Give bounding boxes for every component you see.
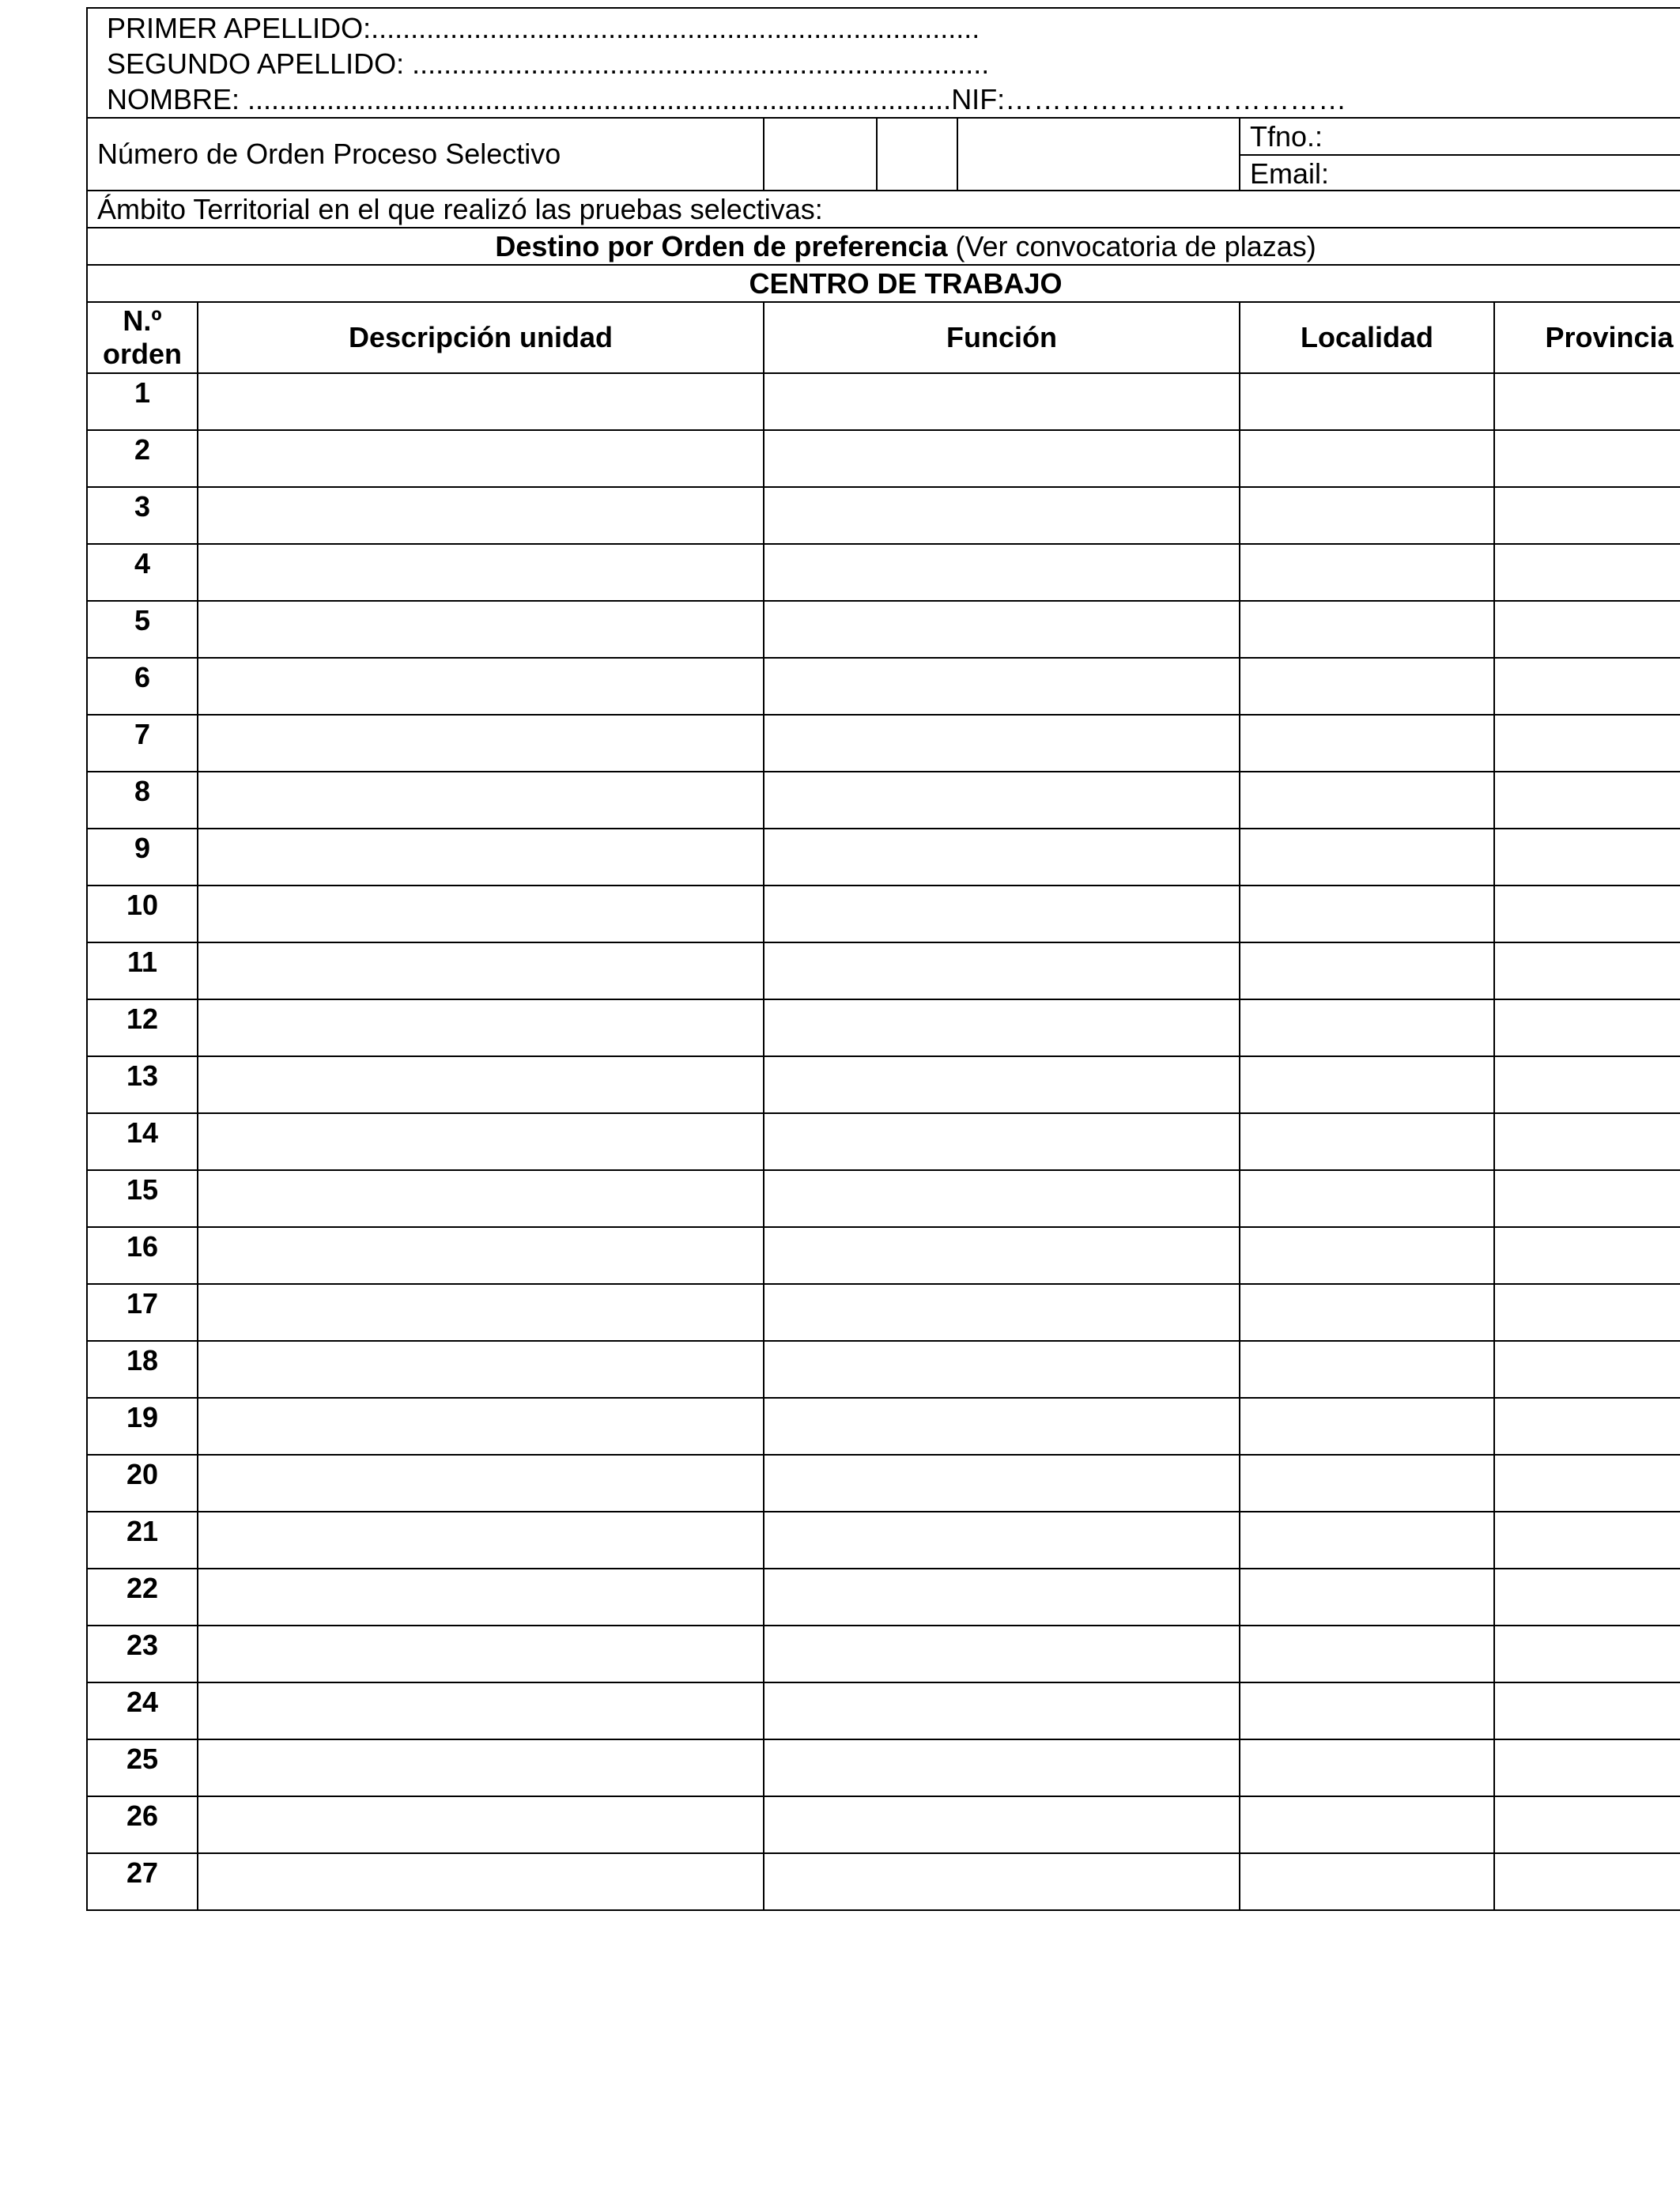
row-number: 8 bbox=[87, 772, 198, 829]
localidad-cell[interactable] bbox=[1240, 1796, 1494, 1853]
descripcion-column-header: Descripción unidad bbox=[198, 302, 764, 373]
localidad-cell[interactable] bbox=[1240, 1853, 1494, 1910]
descripcion-cell[interactable] bbox=[198, 1284, 764, 1341]
provincia-cell[interactable] bbox=[1494, 1512, 1680, 1569]
row-number: 14 bbox=[87, 1113, 198, 1170]
table-row bbox=[87, 430, 1680, 487]
descripcion-cell[interactable] bbox=[198, 430, 764, 487]
row-number: 16 bbox=[87, 1227, 198, 1284]
descripcion-cell[interactable] bbox=[198, 1341, 764, 1398]
provincia-cell[interactable] bbox=[1494, 1341, 1680, 1398]
row-number: 12 bbox=[87, 999, 198, 1056]
numero-orden-box-1[interactable] bbox=[764, 118, 877, 191]
table-row bbox=[87, 715, 1680, 772]
funcion-cell[interactable] bbox=[764, 715, 1240, 772]
funcion-cell[interactable] bbox=[764, 1853, 1240, 1910]
descripcion-cell[interactable] bbox=[198, 1056, 764, 1113]
row-number: 20 bbox=[87, 1455, 198, 1512]
funcion-cell[interactable] bbox=[764, 1569, 1240, 1626]
funcion-cell[interactable] bbox=[764, 1455, 1240, 1512]
descripcion-cell[interactable] bbox=[198, 1739, 764, 1796]
descripcion-cell[interactable] bbox=[198, 1569, 764, 1626]
table-row bbox=[87, 601, 1680, 658]
funcion-cell[interactable] bbox=[764, 1170, 1240, 1227]
table-row bbox=[87, 1796, 1680, 1853]
provincia-cell[interactable] bbox=[1494, 1227, 1680, 1284]
centro-row bbox=[87, 265, 1680, 302]
table-row bbox=[87, 1056, 1680, 1113]
destino-note-text: (Ver convocatoria de plazas) bbox=[955, 230, 1316, 262]
row-number: 26 bbox=[87, 1796, 198, 1853]
row-number: 9 bbox=[87, 829, 198, 886]
provincia-cell[interactable] bbox=[1494, 601, 1680, 658]
provincia-cell[interactable] bbox=[1494, 999, 1680, 1056]
primer-apellido-field[interactable]: PRIMER APELLIDO:............................................................................. bbox=[107, 12, 980, 44]
provincia-cell[interactable] bbox=[1494, 544, 1680, 601]
localidad-cell[interactable] bbox=[1240, 1170, 1494, 1227]
table-row bbox=[87, 1227, 1680, 1284]
localidad-cell[interactable] bbox=[1240, 1739, 1494, 1796]
tfno-field[interactable]: Tfno.: bbox=[1250, 120, 1323, 153]
table-row bbox=[87, 1569, 1680, 1626]
preference-rows bbox=[87, 373, 1680, 1910]
localidad-cell[interactable] bbox=[1240, 1113, 1494, 1170]
descripcion-cell[interactable] bbox=[198, 1455, 764, 1512]
provincia-cell[interactable] bbox=[1494, 430, 1680, 487]
table-row bbox=[87, 544, 1680, 601]
funcion-cell[interactable] bbox=[764, 772, 1240, 829]
localidad-cell[interactable] bbox=[1240, 886, 1494, 942]
provincia-cell[interactable] bbox=[1494, 1682, 1680, 1739]
table-row bbox=[87, 1626, 1680, 1682]
row-number: 10 bbox=[87, 886, 198, 942]
descripcion-cell[interactable] bbox=[198, 1796, 764, 1853]
descripcion-cell[interactable] bbox=[198, 544, 764, 601]
localidad-cell[interactable] bbox=[1240, 1284, 1494, 1341]
provincia-cell[interactable] bbox=[1494, 715, 1680, 772]
funcion-cell[interactable] bbox=[764, 1113, 1240, 1170]
ambito-field[interactable]: Ámbito Territorial en el que realizó las pruebas selectivas: bbox=[87, 191, 1680, 228]
provincia-cell[interactable] bbox=[1494, 1569, 1680, 1626]
table-row bbox=[87, 658, 1680, 715]
nombre-nif-field[interactable]: NOMBRE: .........................................................................................NIF:……………………………… bbox=[107, 83, 1347, 115]
funcion-cell[interactable] bbox=[764, 1056, 1240, 1113]
localidad-cell[interactable] bbox=[1240, 942, 1494, 999]
row-number: 4 bbox=[87, 544, 198, 601]
segundo-apellido-field[interactable]: SEGUNDO APELLIDO: ......................................................................... bbox=[107, 47, 990, 80]
funcion-cell[interactable] bbox=[764, 544, 1240, 601]
descripcion-cell[interactable] bbox=[198, 487, 764, 544]
funcion-cell[interactable] bbox=[764, 1398, 1240, 1455]
row-number: 22 bbox=[87, 1569, 198, 1626]
descripcion-cell[interactable] bbox=[198, 1626, 764, 1682]
provincia-cell[interactable] bbox=[1494, 373, 1680, 430]
descripcion-cell[interactable] bbox=[198, 1682, 764, 1739]
table-row bbox=[87, 1739, 1680, 1796]
descripcion-cell[interactable] bbox=[198, 1512, 764, 1569]
funcion-cell[interactable] bbox=[764, 601, 1240, 658]
funcion-cell[interactable] bbox=[764, 829, 1240, 886]
funcion-cell[interactable] bbox=[764, 1626, 1240, 1682]
provincia-cell[interactable] bbox=[1494, 1796, 1680, 1853]
localidad-cell[interactable] bbox=[1240, 430, 1494, 487]
table-row bbox=[87, 1512, 1680, 1569]
funcion-cell[interactable] bbox=[764, 942, 1240, 999]
localidad-cell[interactable] bbox=[1240, 1455, 1494, 1512]
row-number: 11 bbox=[87, 942, 198, 999]
row-number: 25 bbox=[87, 1739, 198, 1796]
table-row bbox=[87, 1455, 1680, 1512]
funcion-cell[interactable] bbox=[764, 1284, 1240, 1341]
provincia-cell[interactable] bbox=[1494, 1113, 1680, 1170]
provincia-cell[interactable] bbox=[1494, 942, 1680, 999]
funcion-column-header: Función bbox=[764, 302, 1240, 373]
orden-header-line1: N.º bbox=[123, 304, 162, 337]
destino-heading bbox=[87, 228, 1680, 265]
descripcion-cell[interactable] bbox=[198, 1113, 764, 1170]
provincia-cell[interactable] bbox=[1494, 487, 1680, 544]
provincia-cell[interactable] bbox=[1494, 829, 1680, 886]
localidad-cell[interactable] bbox=[1240, 601, 1494, 658]
row-number: 18 bbox=[87, 1341, 198, 1398]
table-row bbox=[87, 772, 1680, 829]
descripcion-cell[interactable] bbox=[198, 772, 764, 829]
descripcion-cell[interactable] bbox=[198, 1853, 764, 1910]
localidad-cell[interactable] bbox=[1240, 373, 1494, 430]
descripcion-cell[interactable] bbox=[198, 999, 764, 1056]
provincia-cell[interactable] bbox=[1494, 772, 1680, 829]
row-number: 24 bbox=[87, 1682, 198, 1739]
row-number: 23 bbox=[87, 1626, 198, 1682]
descripcion-cell[interactable] bbox=[198, 1227, 764, 1284]
provincia-cell[interactable] bbox=[1494, 1455, 1680, 1512]
table-row bbox=[87, 1170, 1680, 1227]
descripcion-cell[interactable] bbox=[198, 1170, 764, 1227]
table-row bbox=[87, 942, 1680, 999]
descripcion-cell[interactable] bbox=[198, 715, 764, 772]
localidad-cell[interactable] bbox=[1240, 1341, 1494, 1398]
descripcion-cell[interactable] bbox=[198, 1398, 764, 1455]
row-number: 3 bbox=[87, 487, 198, 544]
localidad-cell[interactable] bbox=[1240, 544, 1494, 601]
localidad-cell[interactable] bbox=[1240, 1626, 1494, 1682]
funcion-cell[interactable] bbox=[764, 1796, 1240, 1853]
localidad-column-header: Localidad bbox=[1240, 302, 1494, 373]
localidad-cell[interactable] bbox=[1240, 829, 1494, 886]
provincia-column-header: Provincia bbox=[1494, 302, 1680, 373]
provincia-cell[interactable] bbox=[1494, 1398, 1680, 1455]
table-row bbox=[87, 829, 1680, 886]
numero-orden-label: Número de Orden Proceso Selectivo bbox=[87, 118, 764, 191]
localidad-cell[interactable] bbox=[1240, 1056, 1494, 1113]
row-number: 7 bbox=[87, 715, 198, 772]
localidad-cell[interactable] bbox=[1240, 772, 1494, 829]
email-field[interactable]: Email: bbox=[1240, 154, 1680, 190]
provincia-cell[interactable] bbox=[1494, 886, 1680, 942]
descripcion-cell[interactable] bbox=[198, 658, 764, 715]
orden-column-header bbox=[87, 302, 198, 373]
destino-bold-text: Destino por Orden de preferencia bbox=[495, 230, 948, 262]
row-number: 17 bbox=[87, 1284, 198, 1341]
funcion-cell[interactable] bbox=[764, 658, 1240, 715]
row-number: 19 bbox=[87, 1398, 198, 1455]
row-number: 15 bbox=[87, 1170, 198, 1227]
localidad-cell[interactable] bbox=[1240, 1682, 1494, 1739]
row-number: 1 bbox=[87, 373, 198, 430]
provincia-cell[interactable] bbox=[1494, 1853, 1680, 1910]
localidad-cell[interactable] bbox=[1240, 1512, 1494, 1569]
funcion-cell[interactable] bbox=[764, 430, 1240, 487]
numero-orden-box-2[interactable] bbox=[877, 118, 957, 191]
row-number: 27 bbox=[87, 1853, 198, 1910]
localidad-cell[interactable] bbox=[1240, 1227, 1494, 1284]
localidad-cell[interactable] bbox=[1240, 1569, 1494, 1626]
provincia-cell[interactable] bbox=[1494, 1170, 1680, 1227]
contact-cell bbox=[1240, 118, 1680, 191]
table-row bbox=[87, 886, 1680, 942]
localidad-cell[interactable] bbox=[1240, 999, 1494, 1056]
row-number: 6 bbox=[87, 658, 198, 715]
localidad-cell[interactable] bbox=[1240, 658, 1494, 715]
table-row bbox=[87, 999, 1680, 1056]
funcion-cell[interactable] bbox=[764, 1227, 1240, 1284]
table-row bbox=[87, 1398, 1680, 1455]
ambito-row bbox=[87, 191, 1680, 228]
form-table bbox=[86, 7, 1680, 1911]
provincia-cell[interactable] bbox=[1494, 1739, 1680, 1796]
funcion-cell[interactable] bbox=[764, 1682, 1240, 1739]
application-form bbox=[86, 7, 1674, 1911]
column-header-row bbox=[87, 302, 1680, 373]
row-number: 2 bbox=[87, 430, 198, 487]
funcion-cell[interactable] bbox=[764, 886, 1240, 942]
row-number: 5 bbox=[87, 601, 198, 658]
funcion-cell[interactable] bbox=[764, 1341, 1240, 1398]
provincia-cell[interactable] bbox=[1494, 658, 1680, 715]
row-number: 13 bbox=[87, 1056, 198, 1113]
table-row bbox=[87, 1853, 1680, 1910]
row-number: 21 bbox=[87, 1512, 198, 1569]
centro-trabajo-heading: CENTRO DE TRABAJO bbox=[87, 265, 1680, 302]
table-row bbox=[87, 1682, 1680, 1739]
localidad-cell[interactable] bbox=[1240, 715, 1494, 772]
provincia-cell[interactable] bbox=[1494, 1284, 1680, 1341]
orden-header-line2: orden bbox=[102, 338, 182, 370]
funcion-cell[interactable] bbox=[764, 487, 1240, 544]
table-row bbox=[87, 1113, 1680, 1170]
descripcion-cell[interactable] bbox=[198, 601, 764, 658]
localidad-cell[interactable] bbox=[1240, 487, 1494, 544]
table-row bbox=[87, 1341, 1680, 1398]
localidad-cell[interactable] bbox=[1240, 1398, 1494, 1455]
table-row bbox=[87, 1284, 1680, 1341]
funcion-cell[interactable] bbox=[764, 1512, 1240, 1569]
funcion-cell[interactable] bbox=[764, 1739, 1240, 1796]
table-row bbox=[87, 487, 1680, 544]
destino-row bbox=[87, 228, 1680, 265]
numero-orden-row bbox=[87, 118, 1680, 191]
personal-data-row bbox=[87, 8, 1680, 118]
funcion-cell[interactable] bbox=[764, 999, 1240, 1056]
provincia-cell[interactable] bbox=[1494, 1626, 1680, 1682]
numero-orden-box-3[interactable] bbox=[957, 118, 1240, 191]
funcion-cell[interactable] bbox=[764, 373, 1240, 430]
table-row bbox=[87, 373, 1680, 430]
provincia-cell[interactable] bbox=[1494, 1056, 1680, 1113]
descripcion-cell[interactable] bbox=[198, 886, 764, 942]
descripcion-cell[interactable] bbox=[198, 829, 764, 886]
descripcion-cell[interactable] bbox=[198, 942, 764, 999]
descripcion-cell[interactable] bbox=[198, 373, 764, 430]
